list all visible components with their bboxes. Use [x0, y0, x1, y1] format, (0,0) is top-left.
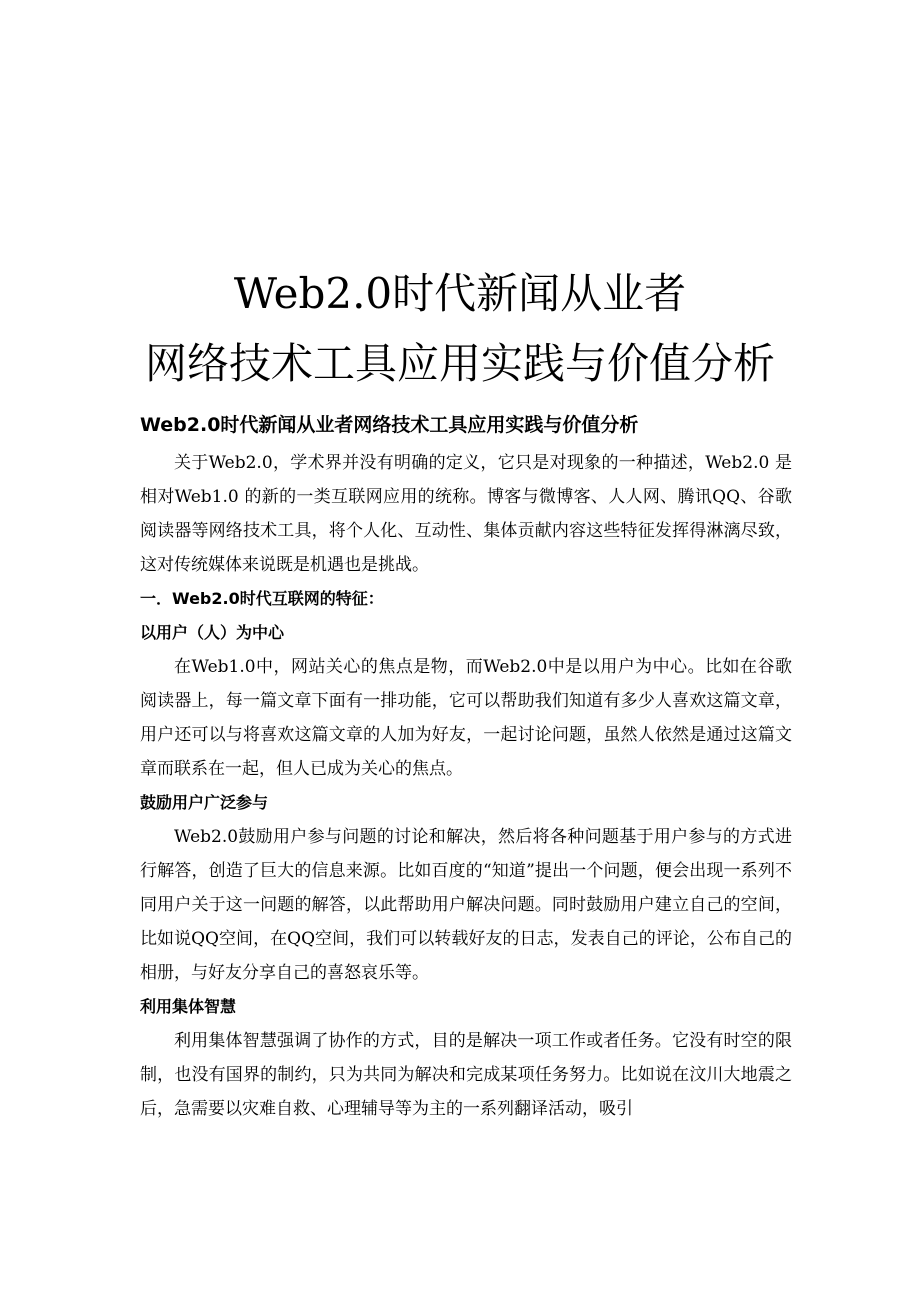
document-subtitle: Web2.0时代新闻从业者网络技术工具应用实践与价值分析 — [140, 414, 639, 436]
page-title-line-2: 网络技术工具应用实践与价值分析 — [144, 339, 775, 388]
subsection-paragraph-participation: Web2.0鼓励用户参与问题的讨论和解决，然后将各种问题基于用户参与的方式进行解答，创造了巨大的信息来源。比如百度的“知道”提出一个问题，便会出现一系列不同用户关于这一问题的解答，以此帮助用户解决问题。同时鼓励用户建立自己的空间，比如说QQ空间，在QQ空间，我们可以转载好友的日志，发表自己的评论，公布自己的相册，与好友分享自己的喜怒哀乐等。 — [140, 827, 792, 983]
subsection-heading-collective-intelligence: 利用集体智慧 — [140, 997, 237, 1016]
title-block — [0, 262, 920, 396]
intro-paragraph: 关于Web2.0，学术界并没有明确的定义，它只是对现象的一种描述，Web2.0 是相对Web1.0 的新的一类互联网应用的统称。博客与微博客、人人网、腾讯QQ、谷歌阅读器等网络技术工具，将个人化、互动性、集体贡献内容这些特征发挥得淋漓尽致，这对传统媒体来说既是机遇也是挑战。 — [140, 453, 792, 575]
page-title-line-1: Web2.0时代新闻从业者 — [233, 269, 687, 318]
subsection-paragraph-collective-intelligence: 利用集体智慧强调了协作的方式，目的是解决一项工作或者任务。它没有时空的限制，也没有国界的制约，只为共同为解决和完成某项任务努力。比如说在汶川大地震之后，急需要以灾难自救、心理辅导等为主的一系列翻译活动，吸引 — [140, 1031, 792, 1119]
subsection-heading-user-centered: 以用户（人）为中心 — [140, 623, 285, 642]
section-heading-1: 一．Web2.0时代互联网的特征： — [140, 589, 384, 608]
document-body — [140, 408, 792, 1126]
subsection-heading-participation: 鼓励用户广泛参与 — [140, 793, 269, 812]
subsection-paragraph-user-centered: 在Web1.0中，网站关心的焦点是物，而Web2.0中是以用户为中心。比如在谷歌阅读器上，每一篇文章下面有一排功能，它可以帮助我们知道有多少人喜欢这篇文章，用户还可以与将喜欢这篇文章的人加为好友，一起讨论问题，虽然人依然是通过这篇文章而联系在一起，但人已成为关心的焦点。 — [140, 657, 792, 779]
